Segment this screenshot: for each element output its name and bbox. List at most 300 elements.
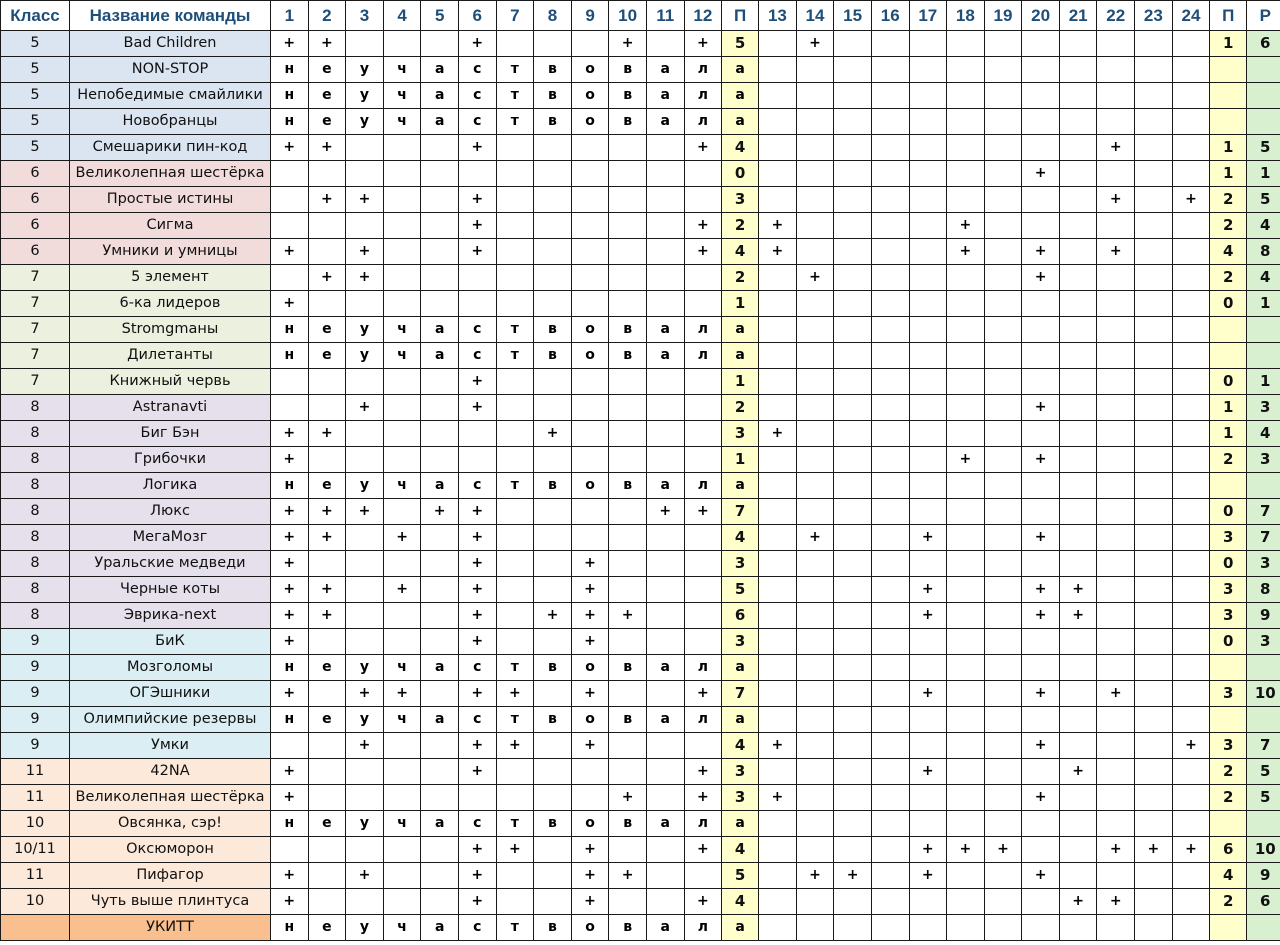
round-result-cell (947, 343, 985, 369)
round-result-cell (571, 369, 609, 395)
round-result-cell (534, 187, 572, 213)
second-half-sum-cell (1210, 317, 1247, 343)
round-result-cell (346, 577, 384, 603)
round-result-cell (834, 291, 872, 317)
round-result-cell: + (308, 499, 346, 525)
round-result-cell (346, 889, 384, 915)
first-half-sum-cell: 7 (722, 681, 759, 707)
round-result-cell (421, 551, 459, 577)
absence-letter-cell: с (458, 343, 496, 369)
round-result-cell (346, 551, 384, 577)
round-result-cell: + (684, 889, 722, 915)
round-result-cell: + (1022, 239, 1060, 265)
first-half-sum-cell: 5 (722, 31, 759, 57)
round-result-cell (984, 681, 1022, 707)
round-result-cell: + (458, 629, 496, 655)
round-result-cell (1022, 213, 1060, 239)
second-half-sum-cell: 2 (1210, 187, 1247, 213)
team-name-cell: МегаМозг (70, 525, 271, 551)
round-result-cell (1059, 343, 1097, 369)
first-half-sum-cell: 1 (722, 291, 759, 317)
grade-cell: 11 (1, 785, 70, 811)
absence-letter-cell: ч (383, 707, 421, 733)
first-half-sum-cell: 3 (722, 187, 759, 213)
round-result-cell (421, 889, 459, 915)
round-result-cell (421, 161, 459, 187)
round-result-cell (796, 629, 834, 655)
absence-letter-cell: л (684, 915, 722, 941)
team-name-cell: 6-ка лидеров (70, 291, 271, 317)
round-result-cell: + (984, 837, 1022, 863)
second-half-sum-cell: 2 (1210, 889, 1247, 915)
absence-letter-cell: е (308, 57, 346, 83)
absence-letter-cell: в (609, 109, 647, 135)
round-result-cell (759, 343, 797, 369)
round-result-cell (1059, 135, 1097, 161)
round-result-cell: + (271, 889, 309, 915)
round-result-cell (1059, 31, 1097, 57)
round-result-cell: + (346, 187, 384, 213)
second-half-sum-cell: 2 (1210, 447, 1247, 473)
round-result-cell (909, 57, 947, 83)
table-row (1, 239, 1280, 265)
round-result-cell (871, 551, 909, 577)
round-result-cell (947, 187, 985, 213)
round-result-cell (496, 31, 534, 57)
round-result-cell (609, 889, 647, 915)
round-result-cell (646, 681, 684, 707)
second-half-sum-cell: 0 (1210, 629, 1247, 655)
total-score-cell (1247, 915, 1280, 941)
round-result-cell (684, 369, 722, 395)
table-row (1, 837, 1280, 863)
team-name-cell: Новобранцы (70, 109, 271, 135)
grade-cell: 8 (1, 525, 70, 551)
absence-letter-cell: в (534, 317, 572, 343)
round-result-cell (1172, 213, 1210, 239)
absence-letter-cell: а (646, 317, 684, 343)
table-row (1, 681, 1280, 707)
round-result-cell (1135, 915, 1173, 941)
absence-letter-cell: а (421, 707, 459, 733)
second-half-sum-cell: 0 (1210, 369, 1247, 395)
round-result-cell (984, 655, 1022, 681)
total-score-cell: 3 (1247, 395, 1280, 421)
table-row (1, 213, 1280, 239)
round-result-cell (571, 187, 609, 213)
round-result-cell (496, 889, 534, 915)
round-result-cell (571, 31, 609, 57)
table-row (1, 343, 1280, 369)
round-result-cell (871, 863, 909, 889)
round-result-cell (947, 525, 985, 551)
team-name-cell: Умки (70, 733, 271, 759)
round-result-cell: + (271, 577, 309, 603)
round-result-cell (871, 239, 909, 265)
round-result-cell (871, 577, 909, 603)
round-result-cell (871, 525, 909, 551)
absence-letter-cell: с (458, 707, 496, 733)
round-result-cell: + (796, 265, 834, 291)
round-result-cell (346, 135, 384, 161)
round-result-cell (684, 551, 722, 577)
round-result-cell (759, 57, 797, 83)
absence-letter-cell: в (609, 317, 647, 343)
round-result-cell (308, 369, 346, 395)
round-result-cell (609, 161, 647, 187)
round-result-cell (571, 213, 609, 239)
round-result-cell (534, 577, 572, 603)
round-result-cell (834, 915, 872, 941)
round-result-cell (984, 577, 1022, 603)
round-result-cell: + (346, 733, 384, 759)
total-score-cell: 7 (1247, 499, 1280, 525)
round-result-cell (834, 213, 872, 239)
round-result-cell (571, 395, 609, 421)
round-result-cell: + (458, 239, 496, 265)
round-result-cell (796, 655, 834, 681)
absence-letter-cell: т (496, 707, 534, 733)
total-score-cell (1247, 343, 1280, 369)
round-result-cell (308, 239, 346, 265)
round-result-cell (1059, 811, 1097, 837)
round-result-cell (834, 681, 872, 707)
round-result-cell (609, 733, 647, 759)
round-result-cell (909, 811, 947, 837)
first-half-sum-cell: 2 (722, 265, 759, 291)
round-result-cell (1097, 525, 1135, 551)
round-result-cell (1135, 655, 1173, 681)
round-result-cell (646, 603, 684, 629)
first-half-sum-cell: 3 (722, 551, 759, 577)
absence-letter-cell: о (571, 109, 609, 135)
absence-letter-cell: а (421, 83, 459, 109)
round-result-cell (571, 525, 609, 551)
round-result-cell (346, 759, 384, 785)
round-result-cell: + (646, 499, 684, 525)
team-name-cell: Олимпийские резервы (70, 707, 271, 733)
round-result-cell (1135, 239, 1173, 265)
round-result-cell (383, 187, 421, 213)
round-result-cell (984, 83, 1022, 109)
round-result-cell (1172, 863, 1210, 889)
round-result-cell (1059, 863, 1097, 889)
grade-cell: 8 (1, 551, 70, 577)
table-row (1, 31, 1280, 57)
round-result-cell (308, 889, 346, 915)
absence-letter-cell: е (308, 343, 346, 369)
round-result-cell (796, 421, 834, 447)
round-result-cell (421, 421, 459, 447)
round-result-cell (1097, 395, 1135, 421)
round-result-cell: + (909, 759, 947, 785)
round-result-cell (1172, 317, 1210, 343)
absence-letter-cell: ч (383, 811, 421, 837)
grade-cell: 6 (1, 187, 70, 213)
absence-letter-cell: а (646, 811, 684, 837)
absence-letter-cell: л (684, 83, 722, 109)
round-result-cell (759, 161, 797, 187)
round-result-cell (759, 395, 797, 421)
total-score-cell: 6 (1247, 889, 1280, 915)
round-result-cell (646, 369, 684, 395)
round-result-cell: + (271, 291, 309, 317)
absence-letter-cell: в (534, 343, 572, 369)
round-result-cell: + (271, 863, 309, 889)
absence-letter-cell: в (609, 343, 647, 369)
total-score-cell: 3 (1247, 551, 1280, 577)
absence-letter-cell: у (346, 915, 384, 941)
header-klass: Класс (1, 1, 70, 31)
absence-letter-cell: е (308, 83, 346, 109)
round-result-cell (1172, 499, 1210, 525)
absence-letter-cell: ч (383, 317, 421, 343)
round-result-cell: + (458, 863, 496, 889)
round-result-cell (1172, 603, 1210, 629)
round-result-cell (871, 811, 909, 837)
first-half-sum-cell: 3 (722, 759, 759, 785)
round-result-cell (947, 317, 985, 343)
round-result-cell (1097, 447, 1135, 473)
round-result-cell (909, 317, 947, 343)
round-result-cell (684, 395, 722, 421)
round-result-cell (458, 447, 496, 473)
team-name-cell: Stromgmaны (70, 317, 271, 343)
team-name-cell: Astranavti (70, 395, 271, 421)
round-result-cell (1172, 421, 1210, 447)
round-result-cell (947, 681, 985, 707)
round-result-cell (1022, 889, 1060, 915)
first-half-sum-cell: 4 (722, 525, 759, 551)
absence-letter-cell: с (458, 57, 496, 83)
round-result-cell: + (684, 837, 722, 863)
absence-letter-cell: а (646, 915, 684, 941)
round-result-cell (1022, 473, 1060, 499)
round-result-cell (496, 213, 534, 239)
header-round-24: 24 (1172, 1, 1210, 31)
grade-cell (1, 915, 70, 941)
grade-cell: 5 (1, 83, 70, 109)
round-result-cell (1172, 577, 1210, 603)
second-half-sum-cell: 6 (1210, 837, 1247, 863)
round-result-cell (496, 291, 534, 317)
round-result-cell (1097, 343, 1135, 369)
round-result-cell (984, 499, 1022, 525)
absence-letter-cell: а (421, 343, 459, 369)
round-result-cell (496, 499, 534, 525)
team-name-cell: Пифагор (70, 863, 271, 889)
round-result-cell (1059, 369, 1097, 395)
round-result-cell (834, 837, 872, 863)
absence-letter-cell: о (571, 343, 609, 369)
round-result-cell (496, 863, 534, 889)
round-result-cell (796, 187, 834, 213)
round-result-cell (1172, 291, 1210, 317)
round-result-cell (1135, 499, 1173, 525)
round-result-cell (534, 31, 572, 57)
team-name-cell: Грибочки (70, 447, 271, 473)
round-result-cell: + (1022, 785, 1060, 811)
round-result-cell (383, 265, 421, 291)
team-name-cell: 42NA (70, 759, 271, 785)
second-half-sum-cell: 1 (1210, 161, 1247, 187)
round-result-cell (646, 447, 684, 473)
round-result-cell (909, 629, 947, 655)
first-half-sum-cell: 3 (722, 785, 759, 811)
round-result-cell (684, 577, 722, 603)
absence-letter-cell: о (571, 83, 609, 109)
round-result-cell (383, 785, 421, 811)
table-row (1, 317, 1280, 343)
round-result-cell (1097, 785, 1135, 811)
round-result-cell (834, 239, 872, 265)
round-result-cell (759, 707, 797, 733)
second-half-sum-cell: 3 (1210, 577, 1247, 603)
round-result-cell: + (909, 577, 947, 603)
round-result-cell (1097, 811, 1135, 837)
round-result-cell (534, 369, 572, 395)
absence-letter-cell: е (308, 915, 346, 941)
round-result-cell (834, 343, 872, 369)
round-result-cell (684, 421, 722, 447)
round-result-cell (383, 499, 421, 525)
round-result-cell (1097, 83, 1135, 109)
absence-letter-cell: л (684, 473, 722, 499)
round-result-cell (646, 759, 684, 785)
round-result-cell (871, 915, 909, 941)
round-result-cell (1172, 759, 1210, 785)
round-result-cell (984, 291, 1022, 317)
round-result-cell (759, 447, 797, 473)
absence-letter-cell: л (684, 109, 722, 135)
round-result-cell (759, 499, 797, 525)
table-row (1, 759, 1280, 785)
round-result-cell (1135, 629, 1173, 655)
team-name-cell: Логика (70, 473, 271, 499)
round-result-cell (984, 811, 1022, 837)
round-result-cell: + (571, 889, 609, 915)
absence-letter-cell: а (646, 655, 684, 681)
second-half-sum-cell: 2 (1210, 759, 1247, 785)
round-result-cell (421, 837, 459, 863)
first-half-sum-cell: 6 (722, 603, 759, 629)
round-result-cell: + (909, 837, 947, 863)
absence-letter-cell: у (346, 473, 384, 499)
round-result-cell (871, 343, 909, 369)
round-result-cell: + (1097, 681, 1135, 707)
round-result-cell (609, 499, 647, 525)
round-result-cell (1022, 31, 1060, 57)
table-row (1, 499, 1280, 525)
round-result-cell (909, 83, 947, 109)
table-row (1, 525, 1280, 551)
absence-letter-cell: е (308, 109, 346, 135)
absence-letter-cell: л (684, 343, 722, 369)
round-result-cell (871, 603, 909, 629)
header-round-2: 2 (308, 1, 346, 31)
round-result-cell (534, 785, 572, 811)
round-result-cell (1097, 655, 1135, 681)
round-result-cell (871, 707, 909, 733)
header-round-12: 12 (684, 1, 722, 31)
round-result-cell (571, 265, 609, 291)
round-result-cell (984, 785, 1022, 811)
round-result-cell (909, 655, 947, 681)
grade-cell: 11 (1, 759, 70, 785)
round-result-cell (796, 551, 834, 577)
round-result-cell (1172, 473, 1210, 499)
round-result-cell: + (947, 447, 985, 473)
round-result-cell (308, 447, 346, 473)
absence-letter-cell: л (684, 811, 722, 837)
round-result-cell (1022, 837, 1060, 863)
round-result-cell (684, 629, 722, 655)
grade-cell: 8 (1, 603, 70, 629)
round-result-cell (421, 135, 459, 161)
round-result-cell (1135, 343, 1173, 369)
round-result-cell (834, 161, 872, 187)
round-result-cell (947, 863, 985, 889)
grade-cell: 9 (1, 707, 70, 733)
table-row (1, 57, 1280, 83)
absence-letter-cell: н (271, 343, 309, 369)
round-result-cell (496, 629, 534, 655)
round-result-cell (796, 317, 834, 343)
second-half-sum-cell: 3 (1210, 603, 1247, 629)
round-result-cell (646, 291, 684, 317)
round-result-cell (834, 707, 872, 733)
round-result-cell (1059, 317, 1097, 343)
absence-letter-cell: о (571, 57, 609, 83)
round-result-cell (796, 161, 834, 187)
absence-letter-cell: в (534, 811, 572, 837)
round-result-cell (871, 473, 909, 499)
round-result-cell (1172, 109, 1210, 135)
round-result-cell (1059, 681, 1097, 707)
round-result-cell (609, 577, 647, 603)
round-result-cell (947, 57, 985, 83)
grade-cell: 7 (1, 265, 70, 291)
absence-letter-cell: л (684, 707, 722, 733)
round-result-cell (1097, 369, 1135, 395)
second-half-sum-cell: 0 (1210, 291, 1247, 317)
header-round-9: 9 (571, 1, 609, 31)
round-result-cell (271, 837, 309, 863)
round-result-cell (984, 317, 1022, 343)
round-result-cell: + (1022, 603, 1060, 629)
total-score-cell (1247, 83, 1280, 109)
round-result-cell: + (1097, 837, 1135, 863)
grade-cell: 10/11 (1, 837, 70, 863)
round-result-cell (383, 629, 421, 655)
grade-cell: 10 (1, 889, 70, 915)
round-result-cell (984, 603, 1022, 629)
round-result-cell (909, 161, 947, 187)
round-result-cell (984, 239, 1022, 265)
round-result-cell (947, 551, 985, 577)
team-name-cell: Люкс (70, 499, 271, 525)
round-result-cell (1135, 161, 1173, 187)
team-name-cell: БиК (70, 629, 271, 655)
absence-letter-cell: а (646, 83, 684, 109)
round-result-cell (909, 499, 947, 525)
absence-letter-cell: а (421, 655, 459, 681)
round-result-cell (383, 291, 421, 317)
round-result-cell (346, 421, 384, 447)
round-result-cell (496, 161, 534, 187)
absence-letter-cell: л (684, 57, 722, 83)
round-result-cell (1022, 187, 1060, 213)
